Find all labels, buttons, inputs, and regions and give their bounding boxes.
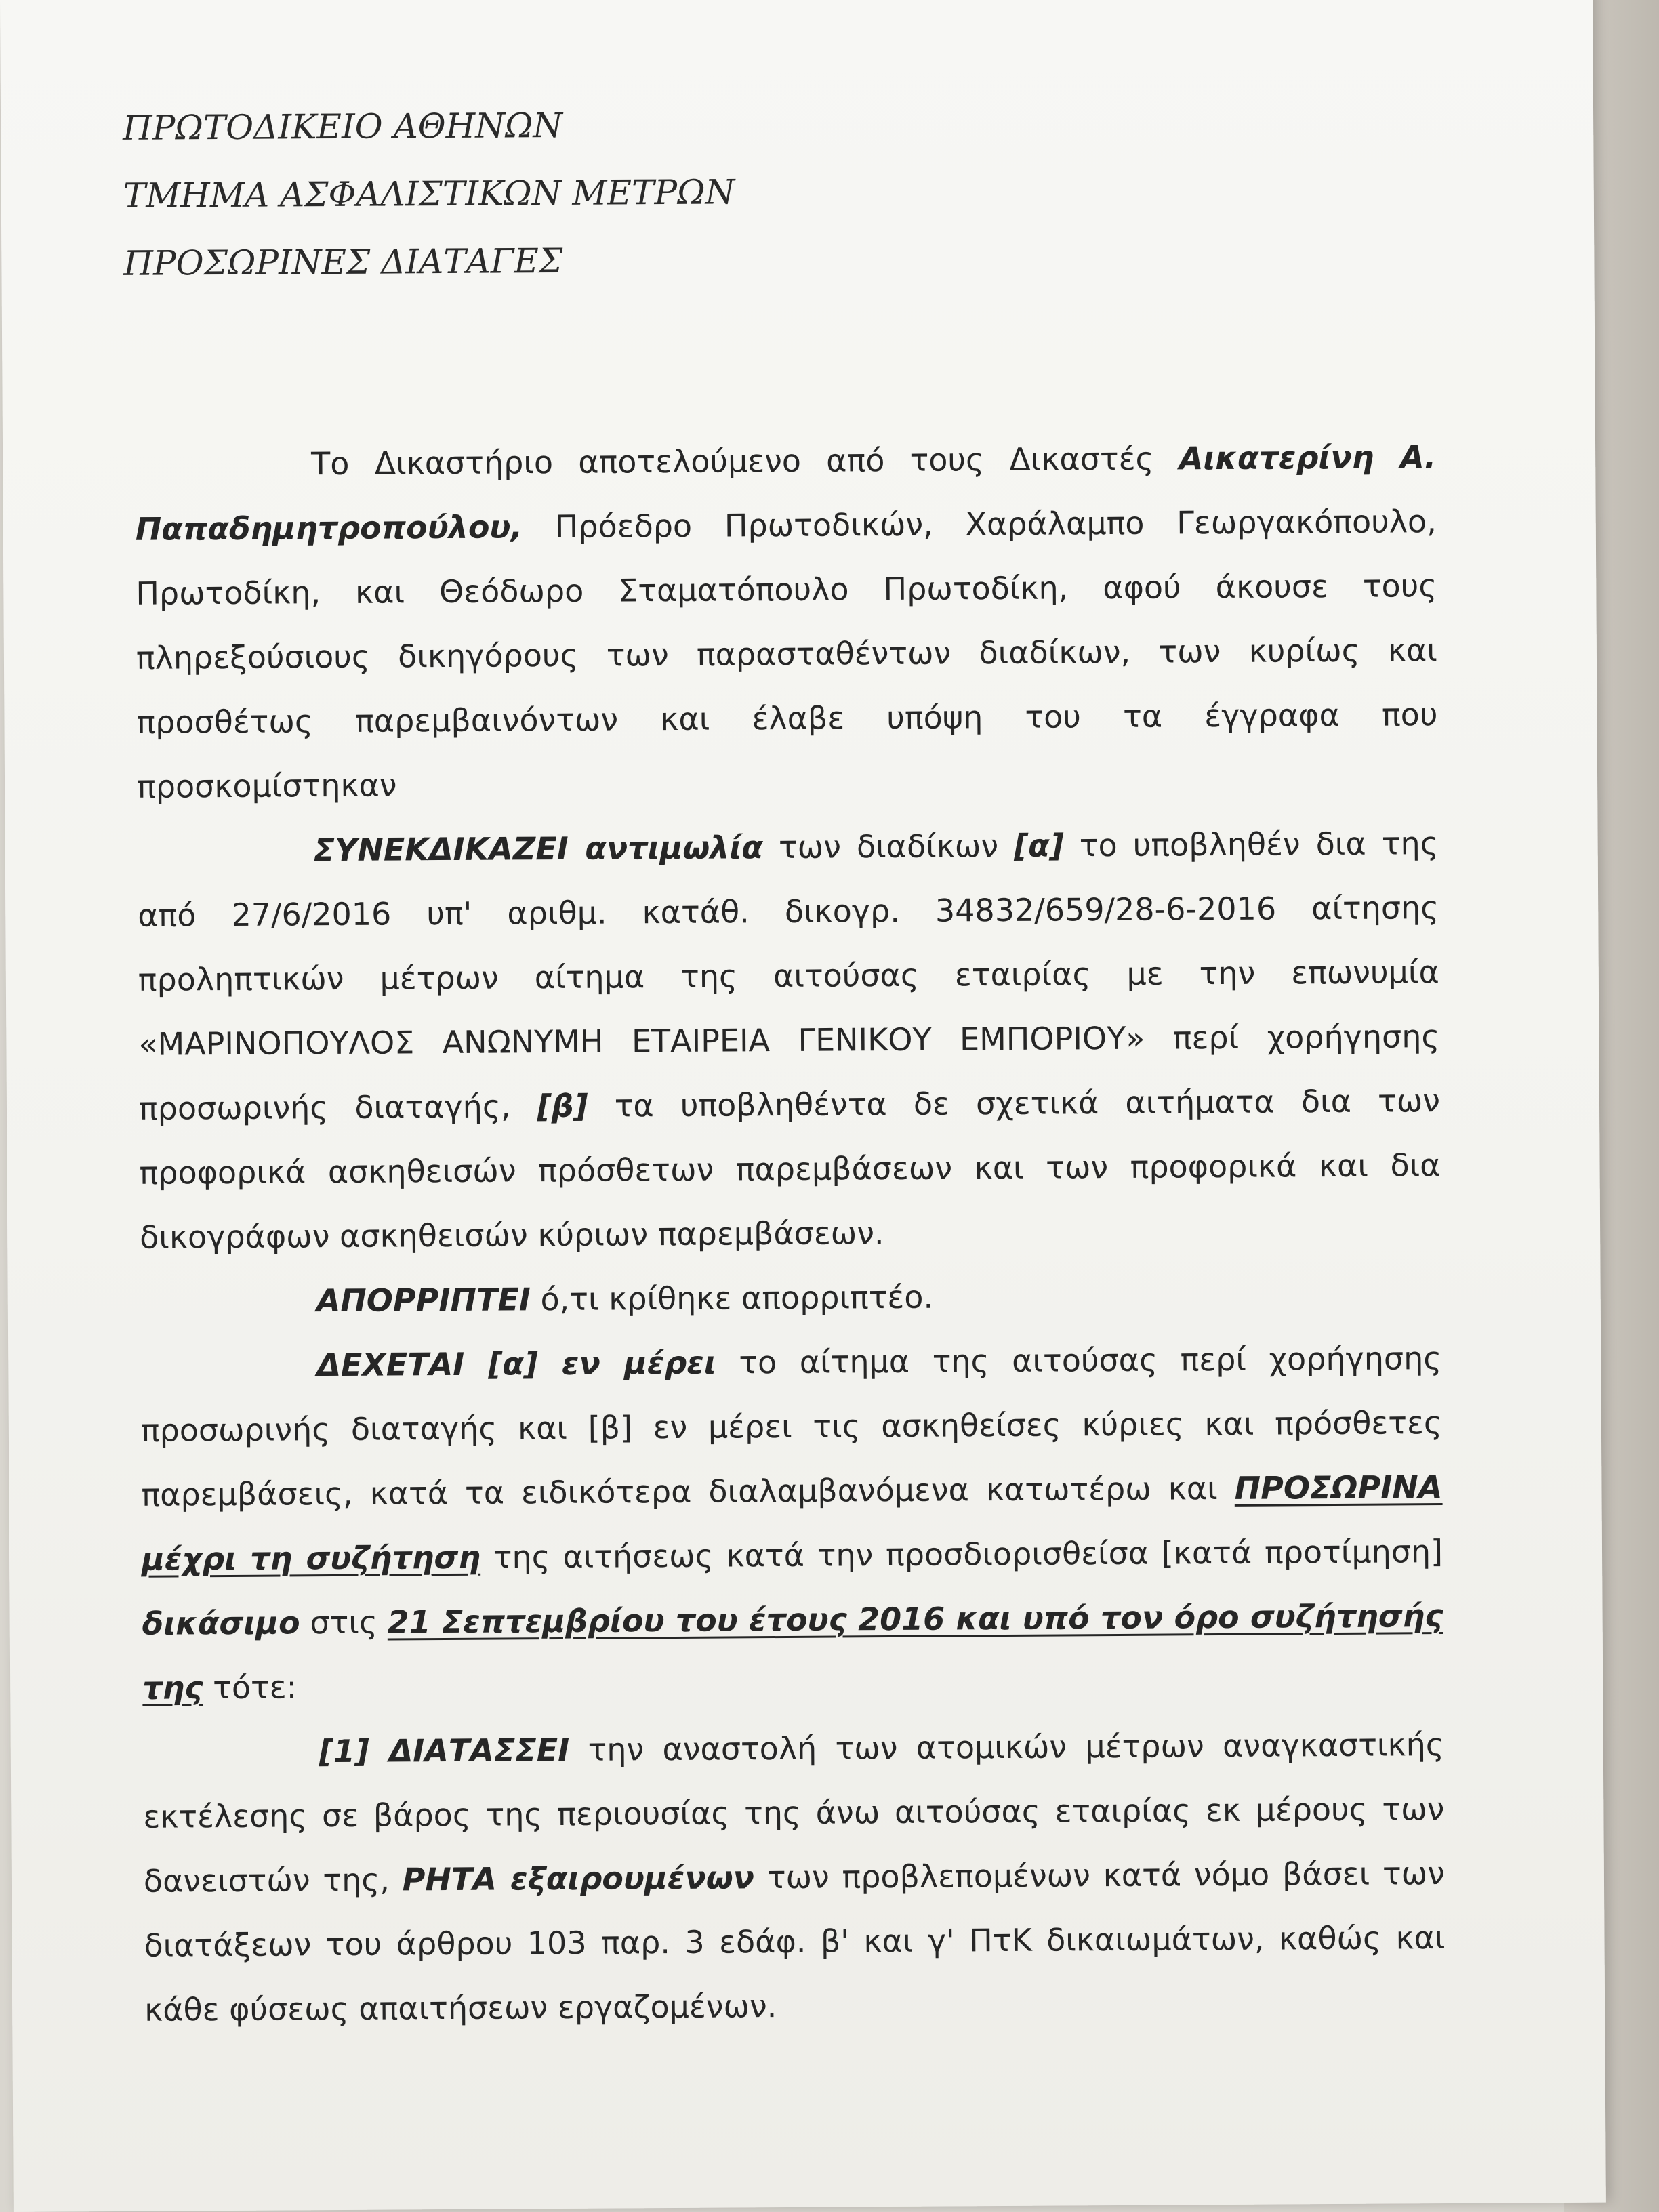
item-marker: [β] bbox=[537, 1087, 588, 1125]
text-span: το αίτημα της αιτούσας περί χορήγησης προσωρινής διαταγής και [β] εν μέρει τις ασκηθείσες κύριες και πρόσθετες παρεμβάσεις, κατά τα ειδικότερα διαλαμβανόμενα κατωτέρω και bbox=[140, 1340, 1443, 1513]
hearing-date: 21 Σεπτεμβρίου του έτους 2016 και υπό τον όρο συζήτησής της bbox=[142, 1597, 1443, 1706]
paragraph-accepts bbox=[140, 1326, 1443, 1721]
paragraph-joint-hearing bbox=[137, 811, 1441, 1270]
emphasis-text: δικάσιμο bbox=[142, 1604, 300, 1642]
text-span: Πρόεδρο Πρωτοδικών, Χαράλαμπο Γεωργακόπουλο, Πρωτοδίκη, και Θεόδωρο Σταματόπουλο Πρωτοδίκη, αφού άκουσε τους πληρεξούσιους δικηγόρους των παρασταθέντων διαδίκων, των κυρίως και προσθέτως παρεμβαινόντων και έλαβε υπόψη του τα έγγραφα που προσκομίστηκαν bbox=[136, 503, 1438, 805]
text-span: την αναστολή των ατομικών μέτρων αναγκαστικής εκτέλεσης σε βάρος της περιουσίας της άνω αιτούσας εταιρίας εκ μέρους των δανειστών της, bbox=[143, 1726, 1445, 1900]
text-span: στις bbox=[300, 1603, 388, 1641]
ruling-keyword: ΔΕΧΕΤΑΙ [α] εν μέρει bbox=[316, 1344, 716, 1384]
paragraph-rejects bbox=[140, 1262, 1441, 1334]
header-subject: ΠΡΟΣΩΡΙΝΕΣ ΔΙΑΤΑΓΕΣ bbox=[123, 241, 563, 283]
underlined-emphasis: ΠΡΟΣΩΡΙΝΑ μέχρι τη συζήτηση bbox=[141, 1469, 1443, 1578]
text-span: της αιτήσεως κατά την προσδιορισθείσα [κατά προτίμηση] bbox=[480, 1533, 1443, 1576]
document-body bbox=[135, 425, 1446, 2043]
header-court-name: ΠΡΩΤΟΔΙΚΕΙΟ ΑΘΗΝΩΝ bbox=[122, 105, 563, 148]
court-header bbox=[123, 90, 735, 298]
text-span: το υποβληθέν δια της από 27/6/2016 υπ' αριθμ. κατάθ. δικογρ. 34832/659/28-6-2016 αίτησης προληπτικών μέτρων αίτημα της αιτούσας εταιρίας με την επωνυμία «ΜΑΡΙΝΟΠΟΥΛΟΣ ΑΝΩΝΥΜΗ ΕΤΑΙΡΕΙΑ ΓΕΝΙΚΟΥ ΕΜΠΟΡΙΟΥ» περί χορήγησης προσωρινής διαταγής, bbox=[138, 825, 1440, 1127]
text-span: των διαδίκων bbox=[762, 827, 1015, 866]
text-span: τα υποβληθέντα δε σχετικά αιτήματα δια των προφορικά ασκηθεισών πρόσθετων παρεμβάσεων και των προφορικά και δια δικογράφων ασκηθεισών κύριων παρεμβάσεων. bbox=[139, 1082, 1441, 1256]
header-department: ΤΜΗΜΑ ΑΣΦΑΛΙΣΤΙΚΩΝ ΜΕΤΡΩΝ bbox=[123, 172, 735, 216]
paragraph-orders bbox=[143, 1713, 1446, 2043]
ruling-keyword: [1] ΔΙΑΤΑΣΣΕΙ bbox=[319, 1731, 570, 1770]
paragraph-court-composition bbox=[135, 425, 1438, 819]
emphasis-text: ΡΗΤΑ εξαιρουμένων bbox=[402, 1859, 755, 1898]
judge-name: Αικατερίνη Α. Παπαδημητροπούλου, bbox=[135, 438, 1437, 548]
text-span: τότε: bbox=[203, 1668, 298, 1706]
text-span: ό,τι κρίθηκε απορριπτέο. bbox=[530, 1278, 934, 1318]
text-span: Το Δικαστήριο αποτελούμενο από τους Δικαστές bbox=[311, 440, 1179, 483]
ruling-keyword: ΑΠΟΡΡΙΠΤΕΙ bbox=[316, 1281, 531, 1319]
item-marker: [α] bbox=[1013, 827, 1064, 864]
ruling-keyword: ΣΥΝΕΚΔΙΚΑΖΕΙ αντιμωλία bbox=[313, 829, 764, 869]
text-span: των προβλεπομένων κατά νόμο βάσει των διατάξεων του άρθρου 103 παρ. 3 εδάφ. β' και γ' ΠτΚ δικαιωμάτων, καθώς και κάθε φύσεως απαιτήσεων εργαζομένων. bbox=[144, 1855, 1446, 2028]
